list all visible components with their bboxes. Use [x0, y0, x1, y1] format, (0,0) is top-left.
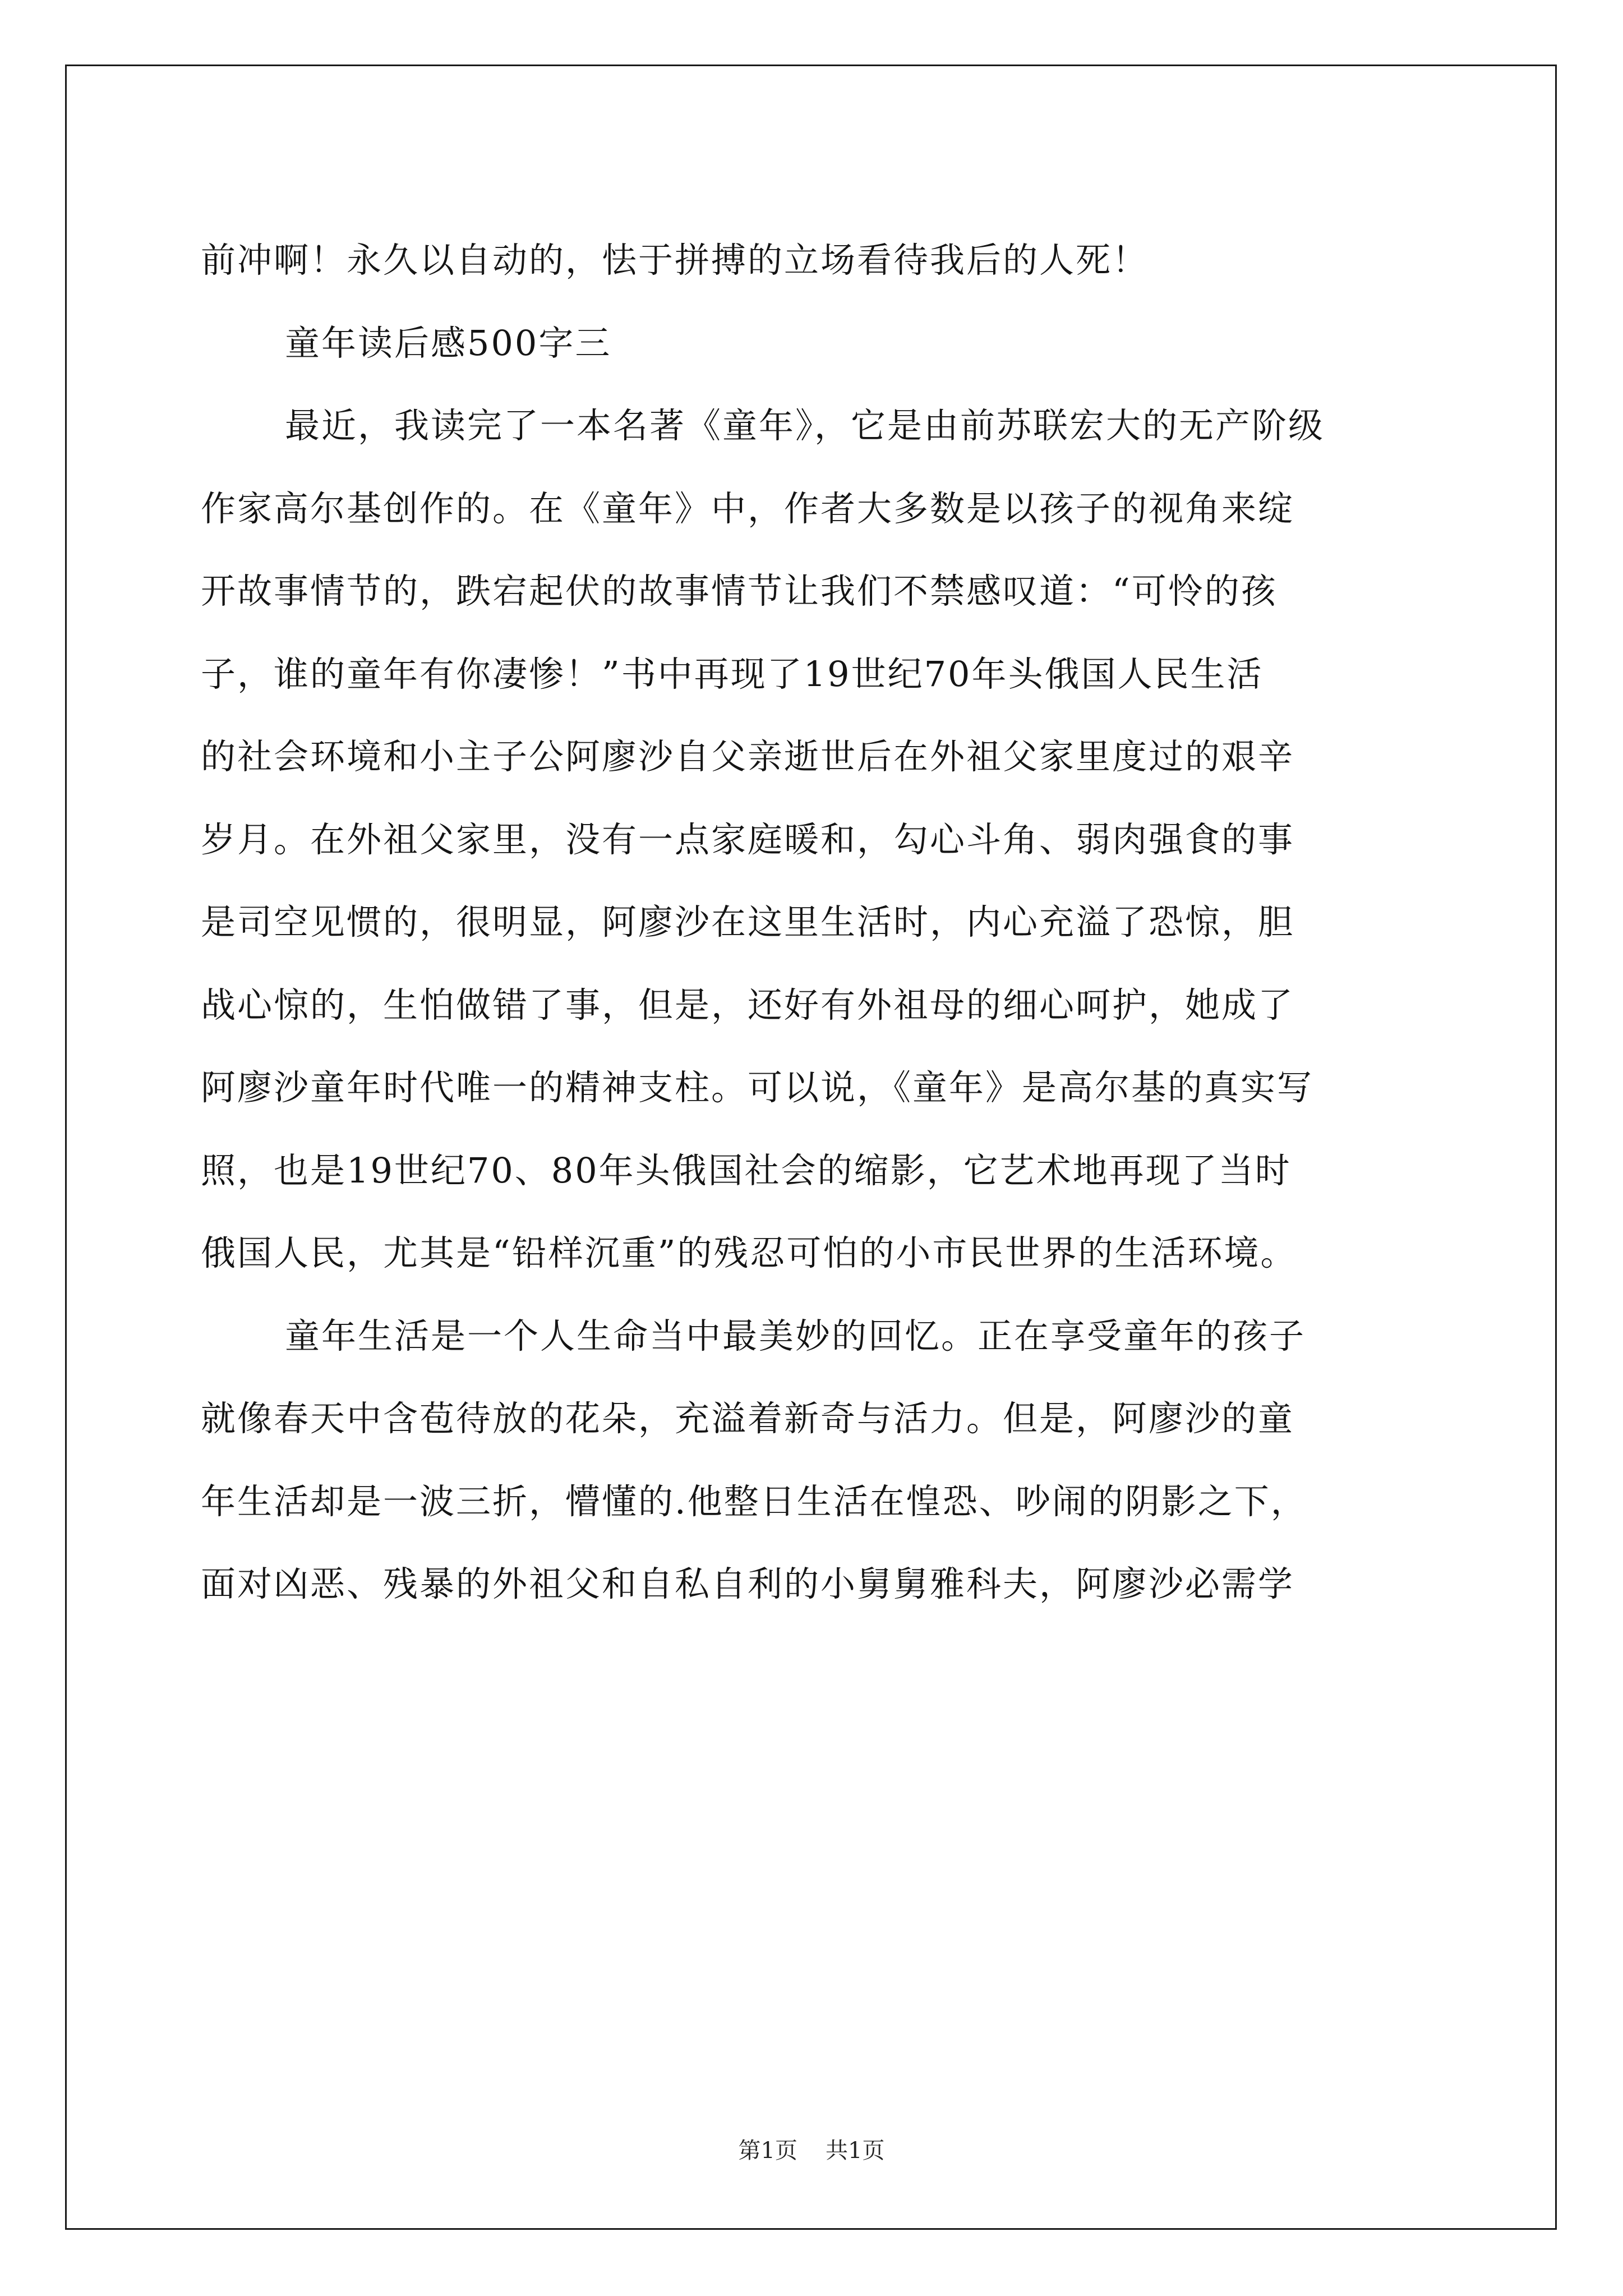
text-line: 是司空见惯的，很明显，阿廖沙在这里生活时，内心充溢了恐惊，胆: [201, 901, 1295, 942]
text-line: 岁月。在外祖父家里，没有一点家庭暖和，勾心斗角、弱肉强食的事: [201, 818, 1295, 860]
text-line: 前冲啊！永久以自动的，怯于拼搏的立场看待我后的人死！: [201, 240, 1149, 280]
page-footer: [0, 2133, 1623, 2165]
text-line: 的社会环境和小主子公阿廖沙自父亲逝世后在外祖父家里度过的艰辛: [201, 736, 1295, 777]
page-number: 第1页: [738, 2138, 797, 2164]
page-total: 共1页: [826, 2138, 885, 2164]
text-line: 就像春天中含苞待放的花朵，充溢着新奇与活力。但是，阿廖沙的童: [201, 1398, 1295, 1439]
text-line: 战心惊的，生怕做错了事，但是，还好有外祖母的细心呵护，她成了: [201, 984, 1295, 1025]
text-line: 作家高尔基创作的。在《童年》中，作者大多数是以孩子的视角来绽: [201, 487, 1295, 529]
text-line: 童年生活是一个人生命当中最美妙的回忆。正在享受童年的孩子: [285, 1315, 1306, 1356]
text-line: 子，谁的童年有你凄惨！”书中再现了19世纪70年头俄国人民生活: [201, 653, 1264, 694]
text-line: 俄国人民，尤其是“铅样沉重”的残忍可怕的小市民世界的生活环境。: [201, 1232, 1297, 1273]
text-line: 年生活却是一波三折，懵懂的.他整日生活在惶恐、吵闹的阴影之下，: [201, 1480, 1307, 1522]
text-line: 面对凶恶、残暴的外祖父和自私自利的小舅舅雅科夫，阿廖沙必需学: [201, 1563, 1295, 1604]
section-heading: 童年读后感500字三: [285, 322, 612, 364]
document-body: [201, 219, 1423, 1626]
text-line: 最近，我读完了一本名著《童年》，它是由前苏联宏大的无产阶级: [285, 405, 1325, 446]
text-line: 阿廖沙童年时代唯一的精神支柱。可以说，《童年》是高尔基的真实写: [201, 1067, 1314, 1108]
text-line: 照，也是19世纪70、80年头俄国社会的缩影，它艺术地再现了当时: [201, 1149, 1292, 1191]
text-line: 开故事情节的，跌宕起伏的故事情节让我们不禁感叹道：“可怜的孩: [201, 570, 1278, 611]
